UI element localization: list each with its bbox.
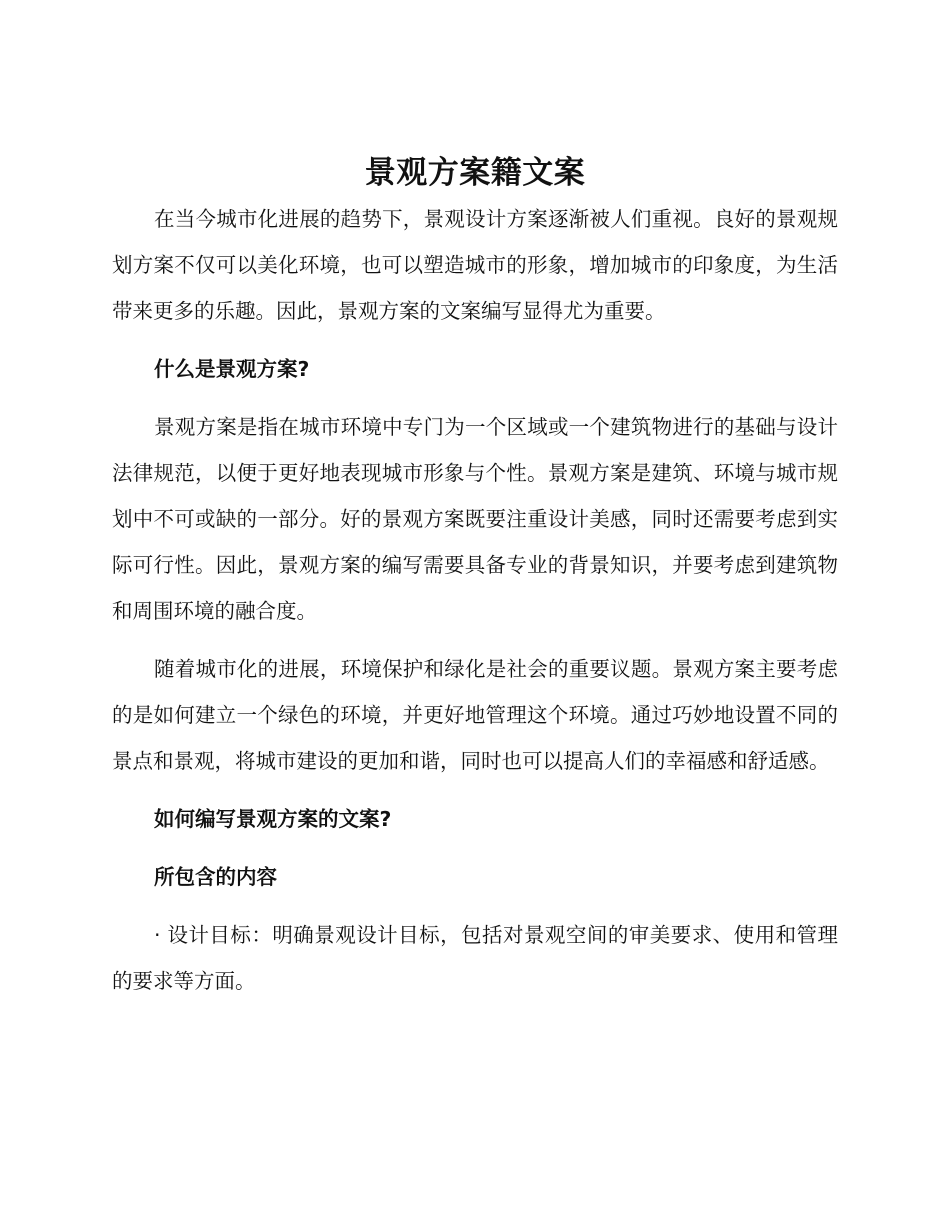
heading-contents: 所包含的内容 — [154, 865, 277, 889]
heading-what-is: 什么是景观方案? — [154, 357, 310, 381]
definition-paragraph: 景观方案是指在城市环境中专门为一个区域或一个建筑物进行的基础与设计法律规范，以便于更好地表现城市形象与个性。景观方案是建筑、环境与城市规划中不可或缺的一部分。好的景观方案既要注重设计美感，同时还需要考虑到实际可行性。因此，景观方案的编写需要具备专业的背景知识，并要考虑到建筑物和周围环境的融合度。 — [112, 415, 838, 623]
urbanization-paragraph: 随着城市化的进展，环境保护和绿化是社会的重要议题。景观方案主要考虑的是如何建立一个绿色的环境，并更好地管理这个环境。通过巧妙地设置不同的景点和景观，将城市建设的更加和谐，同时也可以提高人们的幸福感和舒适感。 — [112, 657, 838, 773]
document-title: 景观方案籍文案 — [364, 155, 586, 191]
heading-how-to-write: 如何编写景观方案的文案? — [154, 807, 392, 831]
bullet-design-goal: · 设计目标：明确景观设计目标，包括对景观空间的审美要求、使用和管理的要求等方面。 — [112, 923, 838, 993]
intro-paragraph: 在当今城市化进展的趋势下，景观设计方案逐渐被人们重视。良好的景观规划方案不仅可以美化环境，也可以塑造城市的形象，增加城市的印象度，为生活带来更多的乐趣。因此，景观方案的文案编写显得尤为重要。 — [112, 207, 838, 323]
